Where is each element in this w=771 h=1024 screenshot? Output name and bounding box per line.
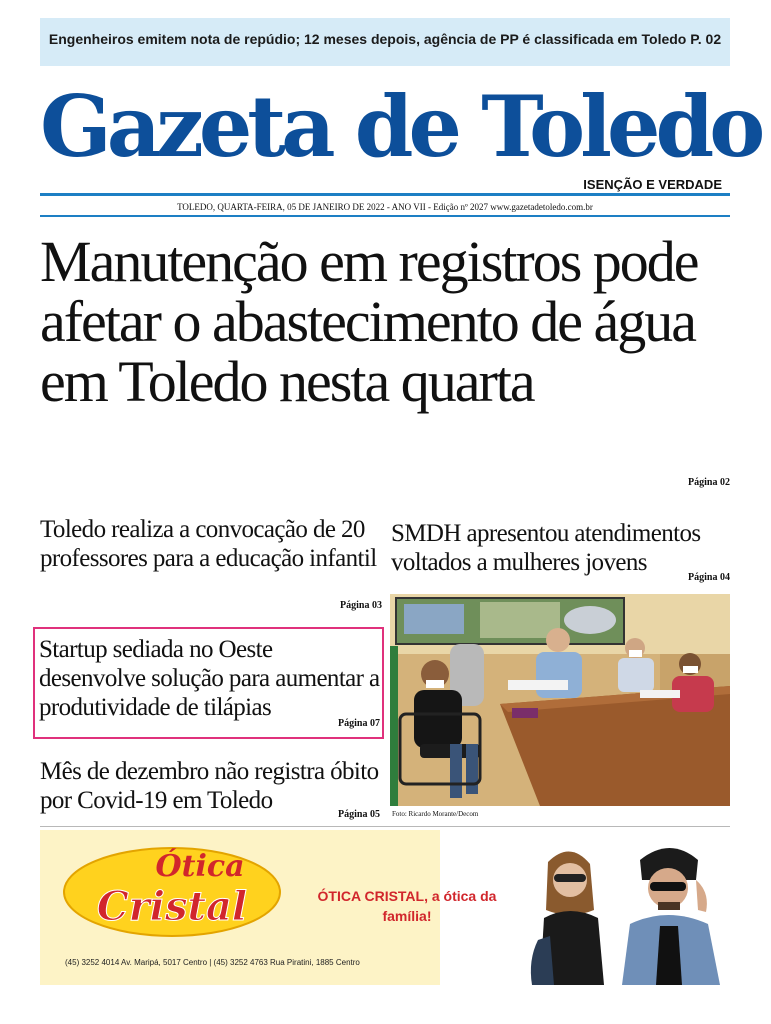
story-headline[interactable]: Toledo realiza a convocação de 20 professores para a educação infantil: [40, 516, 377, 572]
photo-credit: Foto: Ricardo Morante/Decom: [392, 810, 479, 818]
story-headline[interactable]: Startup sediada no Oeste desenvolve solução para aumentar a produtividade de tilápias: [39, 636, 380, 721]
news-photo: [390, 594, 730, 806]
main-page-ref: Página 02: [688, 477, 730, 488]
advertisement[interactable]: [40, 830, 730, 985]
story-headline[interactable]: Mês de dezembro não registra óbito por Covid-19 em Toledo: [40, 758, 379, 814]
masthead-motto: ISENÇÃO E VERDADE: [583, 177, 722, 192]
dateline-rule: [40, 215, 730, 217]
photo-illustration: [390, 594, 730, 806]
ad-models-photo: [510, 840, 730, 985]
story-page-ref: Página 05: [338, 809, 380, 820]
ad-contacts: (45) 3252 4014 Av. Maripá, 5017 Centro | (45) 3252 4763 Rua Piratini, 1885 Centro: [65, 958, 360, 967]
top-banner-text: Engenheiros emitem nota de repúdio; 12 meses depois, agência de PP é classificada em Toledo P. 02: [48, 31, 722, 47]
otica-cristal-logo: [60, 838, 285, 940]
story-page-ref: Página 04: [688, 572, 730, 583]
story-headline[interactable]: SMDH apresentou atendimentos voltados a mulheres jovens: [391, 520, 701, 576]
ad-tagline: ÓTICA CRISTAL, a ótica da família!: [317, 888, 497, 924]
logo-word-otica: Ótica: [155, 849, 245, 884]
dateline: TOLEDO, QUARTA-FEIRA, 05 DE JANEIRO DE 2022 - ANO VII - Edição nº 2027 www.gazetadetoledo.com.br: [177, 202, 593, 212]
story-page-ref: Página 07: [338, 718, 380, 729]
section-divider: [40, 826, 730, 827]
logo-word-cristal: Cristal: [96, 883, 248, 930]
main-headline[interactable]: Manutenção em registros pode afetar o abastecimento de água em Toledo nesta quarta: [40, 229, 698, 414]
story-page-ref: Página 03: [340, 600, 382, 611]
masthead-rule: [40, 193, 730, 196]
top-banner[interactable]: [40, 18, 730, 66]
masthead-title: Gazeta de Toledo: [40, 77, 761, 176]
